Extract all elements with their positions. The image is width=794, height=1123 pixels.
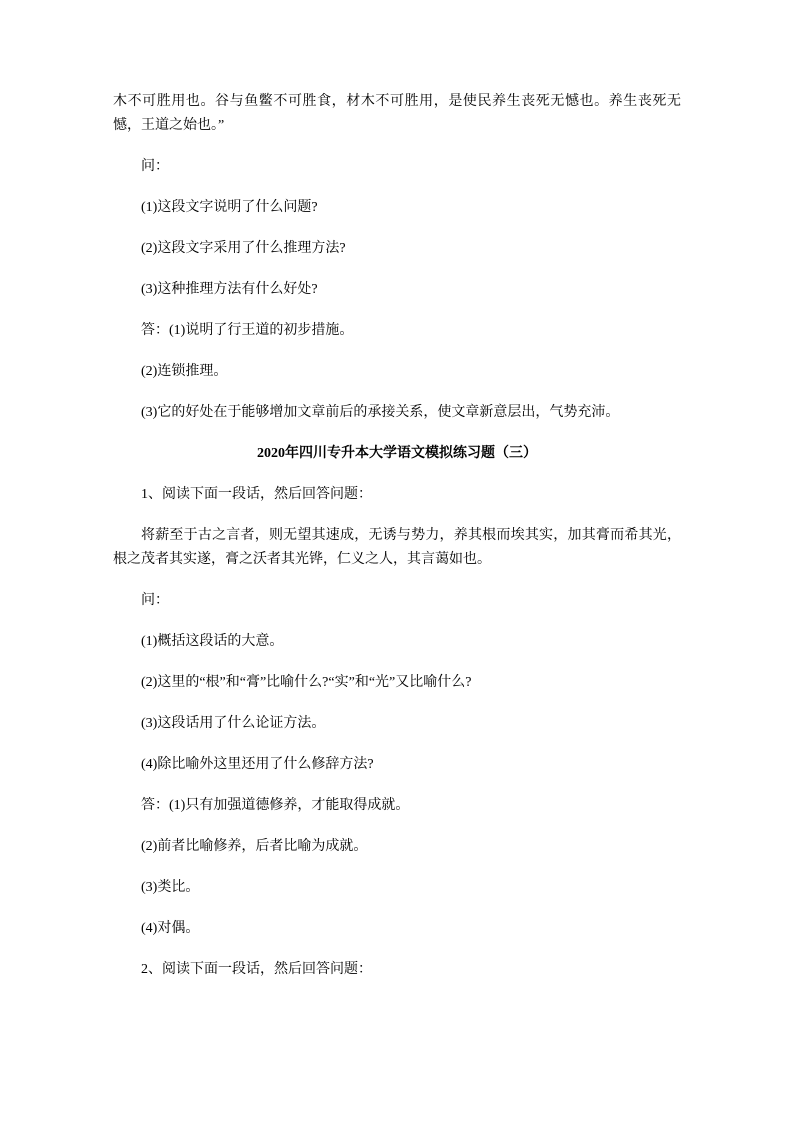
paragraph: (3)类比。: [141, 880, 200, 895]
paragraph: (1)这段文字说明了什么问题?: [141, 200, 318, 215]
paragraph: 将薪至于古之言者，则无望其速成，无诱与势力，养其根而埃其实，加其膏而希其光，根之茂者其实遂，膏之沃者其光铧，仁义之人，其言蔼如也。: [113, 528, 681, 567]
paragraph: (1)概括这段话的大意。: [141, 634, 284, 649]
section-title: 2020年四川专升本大学语文模拟练习题（三）: [257, 446, 537, 461]
paragraph: (3)它的好处在于能够增加文章前后的承接关系，使文章新意层出，气势充沛。: [141, 405, 620, 420]
paragraph: 2、阅读下面一段话，然后回答问题：: [141, 962, 372, 977]
paragraph: (3)这段话用了什么论证方法。: [141, 716, 326, 731]
paragraph: (4)除比喻外这里还用了什么修辞方法?: [141, 757, 374, 772]
paragraph: (2)连锁推理。: [141, 364, 228, 379]
paragraph: 问：: [141, 593, 169, 608]
paragraph: (2)这段文字采用了什么推理方法?: [141, 241, 346, 256]
paragraph: 1、阅读下面一段话，然后回答问题：: [141, 487, 372, 502]
paragraph: 答：(1)说明了行王道的初步措施。: [141, 323, 354, 338]
paragraph: (2)这里的“根”和“膏”比喻什么?“实”和“光”又比喻什么?: [141, 675, 472, 690]
paragraph: 木不可胜用也。谷与鱼鳖不可胜食，材木不可胜用，是使民养生丧死无憾也。养生丧死无憾，王道之始也。”: [113, 94, 681, 133]
paragraph: (2)前者比喻修养，后者比喻为成就。: [141, 839, 368, 854]
paragraph: 问：: [141, 159, 169, 174]
paragraph: (4)对偶。: [141, 921, 200, 936]
document-body: [113, 90, 681, 982]
paragraph: (3)这种推理方法有什么好处?: [141, 282, 318, 297]
paragraph: 答：(1)只有加强道德修养，才能取得成就。: [141, 798, 410, 813]
